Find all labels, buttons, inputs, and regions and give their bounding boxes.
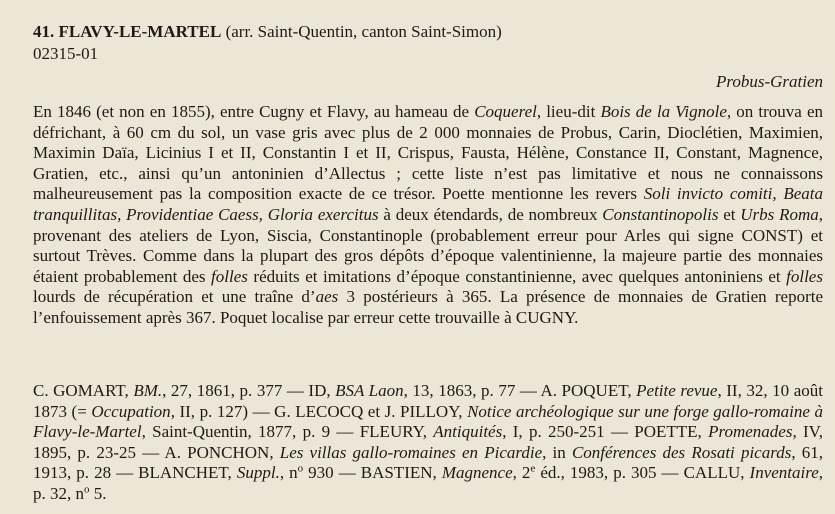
body-italic: Constantinopolis xyxy=(602,204,719,224)
biblio-italic: Conférences des Rosati picards xyxy=(571,442,792,462)
biblio-italic: Suppl. xyxy=(236,463,280,483)
bibliography xyxy=(33,381,823,505)
biblio-italic: Antiquités xyxy=(433,422,503,442)
entry-heading xyxy=(33,22,823,42)
biblio-italic: Magnence xyxy=(441,463,513,483)
body-italic: folles xyxy=(211,266,248,286)
body-text: 3 postérieurs à 365. La présence de monnaies de Gratien reporte l’enfouissement après 367. Poquet localise par erreur cette trouvaille à CUGNY. xyxy=(33,287,823,327)
body-paragraph xyxy=(33,102,823,329)
biblio-text: , 27, 1861, p. 377 — ID, xyxy=(162,381,336,400)
biblio-text: , II, p. 127) — G. LECOCQ et J. PILLOY, xyxy=(170,401,468,421)
body-text: , lieu-dit xyxy=(536,102,601,121)
biblio-italic: Petite revue xyxy=(636,381,718,400)
body-text: réduits et imitations d’époque constantinienne, avec quelques antoniniens et xyxy=(247,266,787,286)
biblio-text: , p. 32, n xyxy=(33,463,824,503)
biblio-superscript: o xyxy=(84,483,90,496)
biblio-text: , 61, 1913, p. 28 — BLANCHET, xyxy=(33,442,824,483)
biblio-text: , 13, 1863, p. 77 — A. POQUET, xyxy=(403,381,637,400)
entry-place: FLAVY-LE-MARTEL xyxy=(58,22,222,41)
biblio-superscript: o xyxy=(297,462,304,475)
biblio-italic: Les villas gallo-romaines en Picardie xyxy=(279,442,543,462)
body-text: , on trouva en défrichant, à 60 cm du sol, un vase gris avec plus de 2 000 monnaies de Probus, Carin, Dioclétien, Maximien, Maximin Daïa, Licinius I et II, Constantin I et II, Crispus, Fausta, Hélène, Constance II, Constant, Magnence, Gratien, etc., ainsi qu’un antoninien d’Allectus ; cette liste n’est pas limitative et nous ne connaissons malheureusement pas la composition exacte de ce trésor. Poette mentionne les revers xyxy=(33,102,823,204)
biblio-text: , 2 xyxy=(512,463,531,483)
entry-admin: (arr. Saint-Quentin, canton Saint-Simon) xyxy=(225,22,502,41)
biblio-text: éd., 1983, p. 305 — CALLU, xyxy=(535,463,750,483)
body-text: à deux étendards, de nombreux xyxy=(378,204,603,224)
body-italic: Bois de la Vignole xyxy=(600,102,727,121)
body-text: , provenant des ateliers de Lyon, Siscia, Constantinople (probablement erreur pour Arles qui signe CONST) et surtout Trèves. Comme dans la plupart des gros dépôts d’époque valentinienne, la majeure partie des monnaies étaient probablement des xyxy=(33,204,823,286)
biblio-italic: Occupation xyxy=(91,401,171,421)
body-italic: Coquerel xyxy=(474,102,537,121)
biblio-text: , II, 32, 10 août 1873 (= xyxy=(33,381,823,421)
biblio-italic: BSA Laon xyxy=(335,381,404,400)
biblio-text: , I, p. 250-251 — POETTE, xyxy=(502,422,709,442)
body-italic: aes xyxy=(315,287,339,307)
biblio-text: , IV, 1895, p. 23-25 — A. PONCHON, xyxy=(33,422,823,462)
biblio-text: , in xyxy=(542,442,572,462)
body-italic: folles xyxy=(786,266,823,286)
biblio-italic: Inventaire xyxy=(749,463,819,483)
body-italic: Urbs Roma xyxy=(740,204,819,224)
entry-attribution: Probus-Gratien xyxy=(715,72,823,91)
body-text: En 1846 (et non en 1855), entre Cugny et Flavy, au hameau de xyxy=(33,102,475,121)
entry-code: 02315-01 xyxy=(33,44,99,63)
biblio-superscript: e xyxy=(530,462,536,475)
biblio-italic: Promenades xyxy=(708,422,793,442)
biblio-text: 5. xyxy=(89,483,107,503)
body-text: et xyxy=(718,204,741,224)
biblio-text: 930 — BASTIEN, xyxy=(303,463,442,483)
biblio-text: , n xyxy=(279,463,298,483)
biblio-text: , Saint-Quentin, 1877, p. 9 — FLEURY, xyxy=(141,422,434,442)
biblio-italic: Notice archéologique sur une forge gallo-romaine à Flavy-le-Martel xyxy=(33,401,823,442)
entry-number: 41. xyxy=(33,22,55,41)
body-text: lourds de récupération et une traîne d’ xyxy=(33,287,316,307)
biblio-text: C. GOMART, xyxy=(33,381,134,400)
body-italic: Soli invicto comiti, Beata tranquillitas, Providentiae Caess, Gloria exercitus xyxy=(33,184,823,224)
biblio-italic: BM. xyxy=(133,381,163,400)
